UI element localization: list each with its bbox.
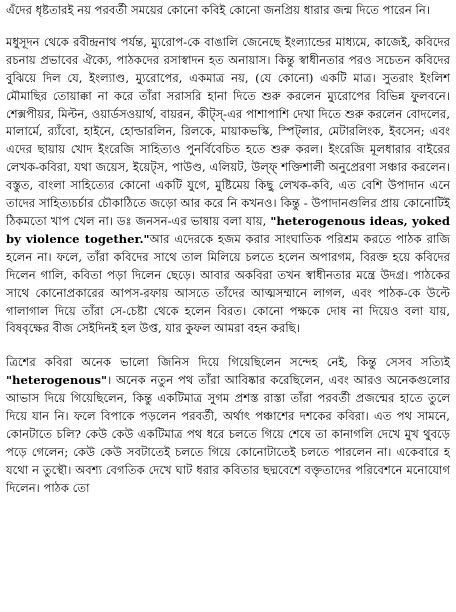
- paragraph-gap: [6, 20, 450, 34]
- paragraph-intro: এঁদের ধৃষ্টতারই নয় পরবর্তী সময়ের কোনো কবিই কোনো জনপ্রিয় ধারার জন্ম দিতে পারেন নি।: [6, 3, 430, 17]
- paragraph-main-text-2: আর এদেরকে হজম করার সাংঘাতিক পরিশ্রম করতে পাঠক রাজি হলেন না। ফলে, তাঁরা কবিদের সাথে তাল মিলিয়ে চলতে হলেন অপারগম, বিরক্ত হয়ে কবিদের দিলেন গালি, কবিতা পড়া দিলেন ছেড়ে। আবার অকবিরা তখন স্বাধীনতার মন্ত্রে উদগ্র। পাঠকের সাথে কোনোপ্রকারের আপস-রফায় আসতে তাঁদের আত্মসম্মানে লাগল, এবং পাঠক-কে উল্টে গালাগাল দিয়ে তাঁরা সে-চেষ্টা থেকে হলেন বিরত। কোনো পক্ষকে দোষ না দিয়েও বলা যায়, বিষবৃক্ষের বীজ সেইদিনই হল উপ্ত, যার কুফল আমরা বহন করছি।: [6, 231, 450, 336]
- paragraph-thirties-poets: [6, 354, 450, 497]
- paragraph-thirties-text-1: ত্রিশের কবিরা অনেক ভালো জিনিস দিয়ে গিয়েছিলেন সন্দেহ নেই, কিন্তু সেসব সত্যিই: [6, 355, 450, 370]
- paragraph-gap: [6, 338, 450, 354]
- paragraph-thirties-text-2: । অনেক নতুন পথ তাঁরা আবিষ্কার করেছিলেন, এবং আরও অনেকগুলোর আভাস দিয়ে গিয়েছিলেন, কিন্তু একটিমাত্র সুগম প্রশস্ত রাস্তা তাঁরা পরবর্তী প্রজন্মের হাতে তুলে দিয়ে যান নি। ফলে বিপাকে পড়লেন পরবর্তী, অর্থাৎ পঞ্চাশের দশকের কবিরা। এত পথ সামনে, কোনটাতে চলি? কেউ কেউ একটিমাত্র পথ ধরে চলতে গিয়ে শেষে তা কানাগলি দেখে মুখ থুবড়ে পড়ে গেলেন; কেউ কেউ সবটাতেই চলতে গিয়ে কোনোটাতেই চলতে পারলেন না। একেবারে হ যথো ন তুস্থৌ। অবশ্য বেগতিক দেখে ঘাট ধরার কবিতার ছদ্মবেশে বক্তৃতাদের পরিবেশনে মনোযোগ দিলেন। পাঠক তো: [6, 373, 450, 495]
- paragraph-main-text-1: মধুসূদন থেকে রবীন্দ্রনাথ পর্যন্ত, ম্যুরোপ-কে বাঙালি জেনেছে ইংল্যান্ডের মাধ্যমে, কাজেই, কবিদের রচনায় প্রভাবের ঐক্যে, পাঠকদের রসাস্বাদন হত অনায়াস। কিন্তু স্বাধীনতার পরও সচেতন কবিদের বুঝিয়ে দিল যে, ইংল্যাণ্ড, ম্যুরোপের, একমাত্র নয়, (যে কোনো) একটি মাত্র। সুতরাং ইংলিশ মৌমাছির তোয়াক্কা না করে তাঁরা সরাসরি হানা দিতে শুরু করলেন ম্যুরোপের বিভিন্ন ফুলবনে। শেক্সপীয়র, মিল্টন, ওয়ার্ডসওয়ার্থ, বায়রন, কীট্স্-এর পাশাপাশি দেখা দিতে শুরু করলেন বোদলের, মালার্মে, র‍্যাঁবো, হাইনে, হোল্ডারলিন, রিলকে, মায়াকভস্কি, স্পিট্লার, মেটারলিংক, ইবসেন; এবং এদের ছায়ায় খোদ ইংরেজি সাহিত্যও পুনর্বিবেচিত হতে শুরু করল। ইংরেজি মূলধারার বাইরের লেখক-কবিরা, যথা জয়েস, ইয়েট্স, পাউণ্ড, এলিয়ট, উল্ফ্ শক্তিশালী অনুপ্রেরণা সঞ্চার করলেন। বস্তুত, বাংলা সাহিত্যের কোনো একটি যুগে, মুষ্টিমেয় কিছু লেখক-কবি, এত বেশি উপাদান এনে তাদের সাহিত্যচর্চার চৌকাঠিতে জড়ো আর করে নি কখনও। কিন্তু - উপাদানগুলির প্রায় কোনোটিই ঠিকমতো খাপ খেল না। ডঃ জনসন-এর ভাষায় বলা যায়,: [6, 34, 450, 228]
- paragraph-main: [6, 34, 450, 338]
- johnson-quote: "heterogenous ideas, yoked by violence together.": [6, 213, 450, 246]
- heterogenous-quote: "heterogenous": [6, 373, 108, 388]
